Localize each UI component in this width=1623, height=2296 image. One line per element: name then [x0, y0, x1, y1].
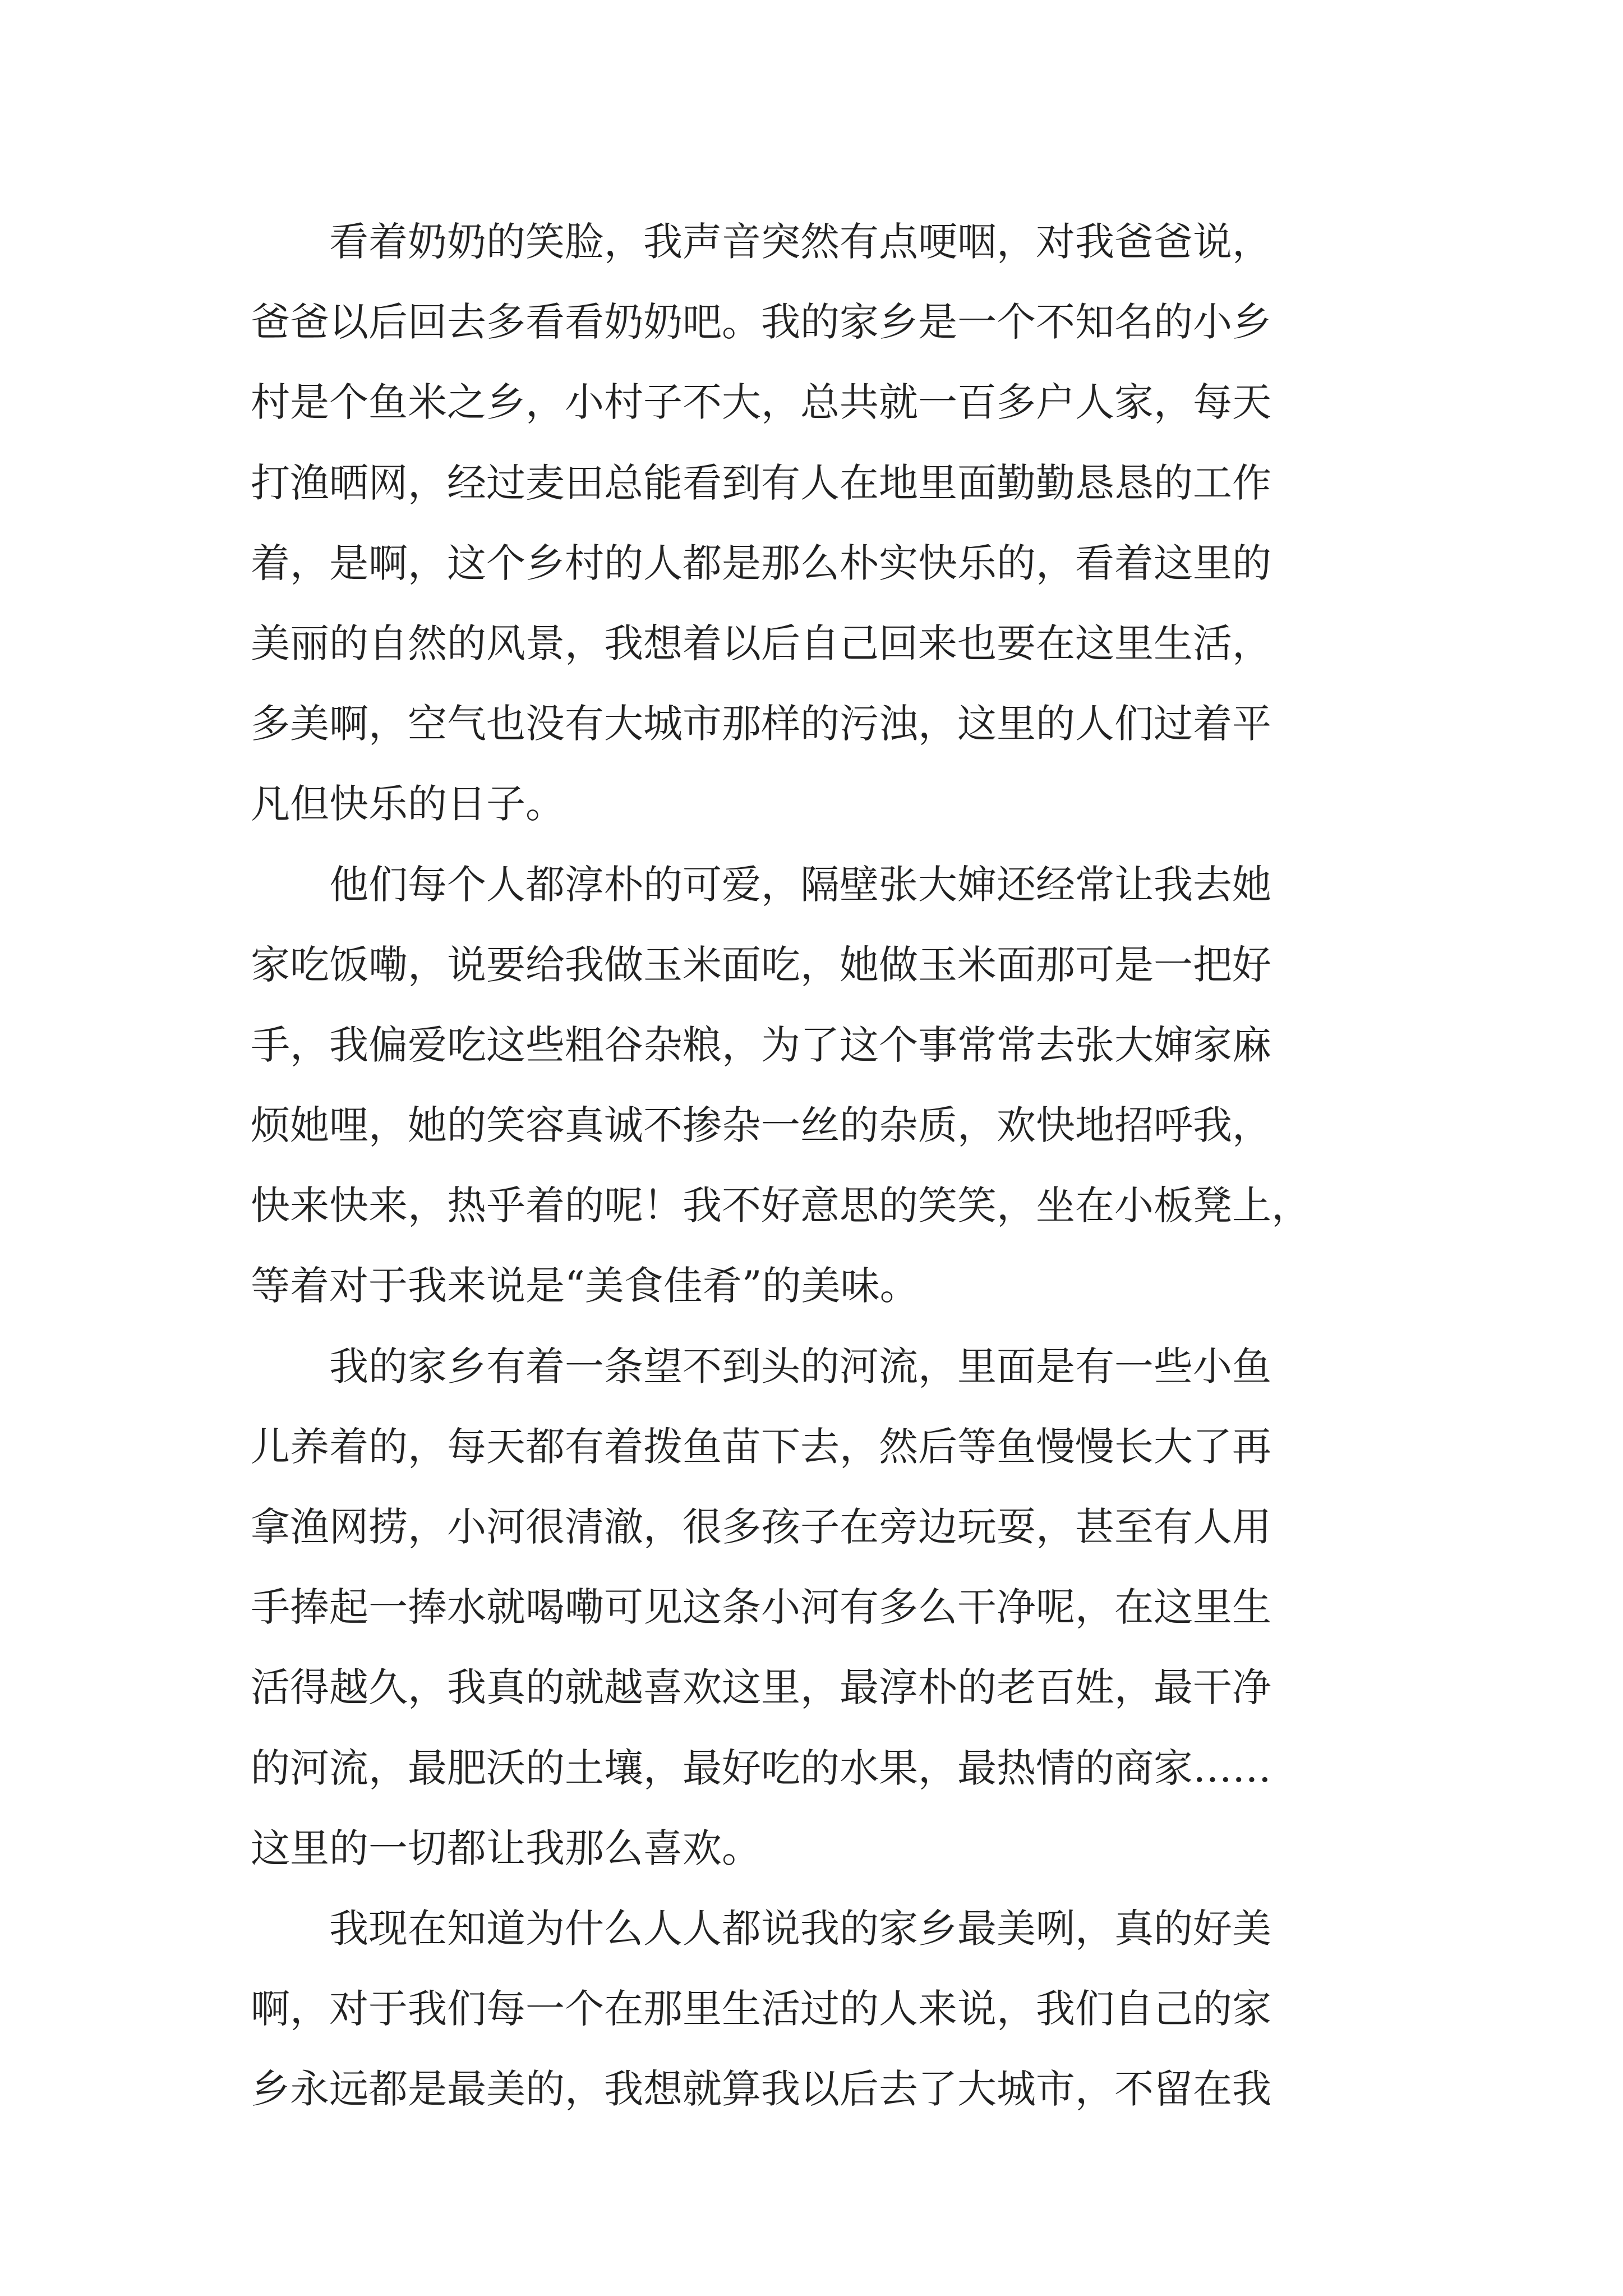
text-line: 美丽的自然的风景，我想着以后自己回来也要在这里生活， [251, 620, 1271, 666]
text-line: 多美啊，空气也没有大城市那样的污浊，这里的人们过着平 [251, 701, 1271, 747]
text-line: 爸爸以后回去多看看奶奶吧。我的家乡是一个不知名的小乡 [251, 299, 1271, 346]
text-line: 我的家乡有着一条望不到头的河流，里面是有一些小鱼 [251, 1343, 1271, 1389]
text-line: 的河流，最肥沃的土壤，最好吃的水果，最热情的商家…… [251, 1745, 1271, 1791]
text-line: 手，我偏爱吃这些粗谷杂粮，为了这个事常常去张大婶家麻 [251, 1022, 1271, 1068]
text-line: 我现在知道为什么人人都说我的家乡最美咧，真的好美 [251, 1905, 1271, 1952]
text-line: 等着对于我来说是“美食佳肴”的美味。 [251, 1263, 919, 1309]
body-text [251, 202, 1381, 2130]
text-line: 活得越久，我真的就越喜欢这里，最淳朴的老百姓，最干净 [251, 1664, 1271, 1711]
text-line: 乡永远都是最美的，我想就算我以后去了大城市，不留在我 [251, 2066, 1271, 2113]
text-line: 凡但快乐的日子。 [251, 781, 565, 827]
text-line: 烦她哩，她的笑容真诚不掺杂一丝的杂质，欢快地招呼我， [251, 1102, 1271, 1149]
text-line: 手捧起一捧水就喝嘞可见这条小河有多么干净呢，在这里生 [251, 1584, 1271, 1631]
text-line: 看着奶奶的笑脸，我声音突然有点哽咽，对我爸爸说， [251, 219, 1271, 265]
text-line: 快来快来，热乎着的呢！我不好意思的笑笑，坐在小板凳上， [251, 1182, 1311, 1229]
text-line: 他们每个人都淳朴的可爱，隔壁张大婶还经常让我去她 [251, 861, 1271, 908]
text-line: 拿渔网捞，小河很清澈，很多孩子在旁边玩耍，甚至有人用 [251, 1504, 1271, 1550]
text-line: 啊，对于我们每一个在那里生活过的人来说，我们自己的家 [251, 1986, 1271, 2032]
text-line: 打渔晒网，经过麦田总能看到有人在地里面勤勤恳恳的工作 [251, 459, 1271, 506]
text-line: 着，是啊，这个乡村的人都是那么朴实快乐的，看着这里的 [251, 540, 1271, 586]
text-line: 这里的一切都让我那么喜欢。 [251, 1825, 761, 1871]
text-line: 村是个鱼米之乡，小村子不大，总共就一百多户人家，每天 [251, 379, 1271, 426]
text-line: 儿养着的，每天都有着拨鱼苗下去，然后等鱼慢慢长大了再 [251, 1423, 1271, 1470]
text-line: 家吃饭嘞，说要给我做玉米面吃，她做玉米面那可是一把好 [251, 941, 1271, 988]
